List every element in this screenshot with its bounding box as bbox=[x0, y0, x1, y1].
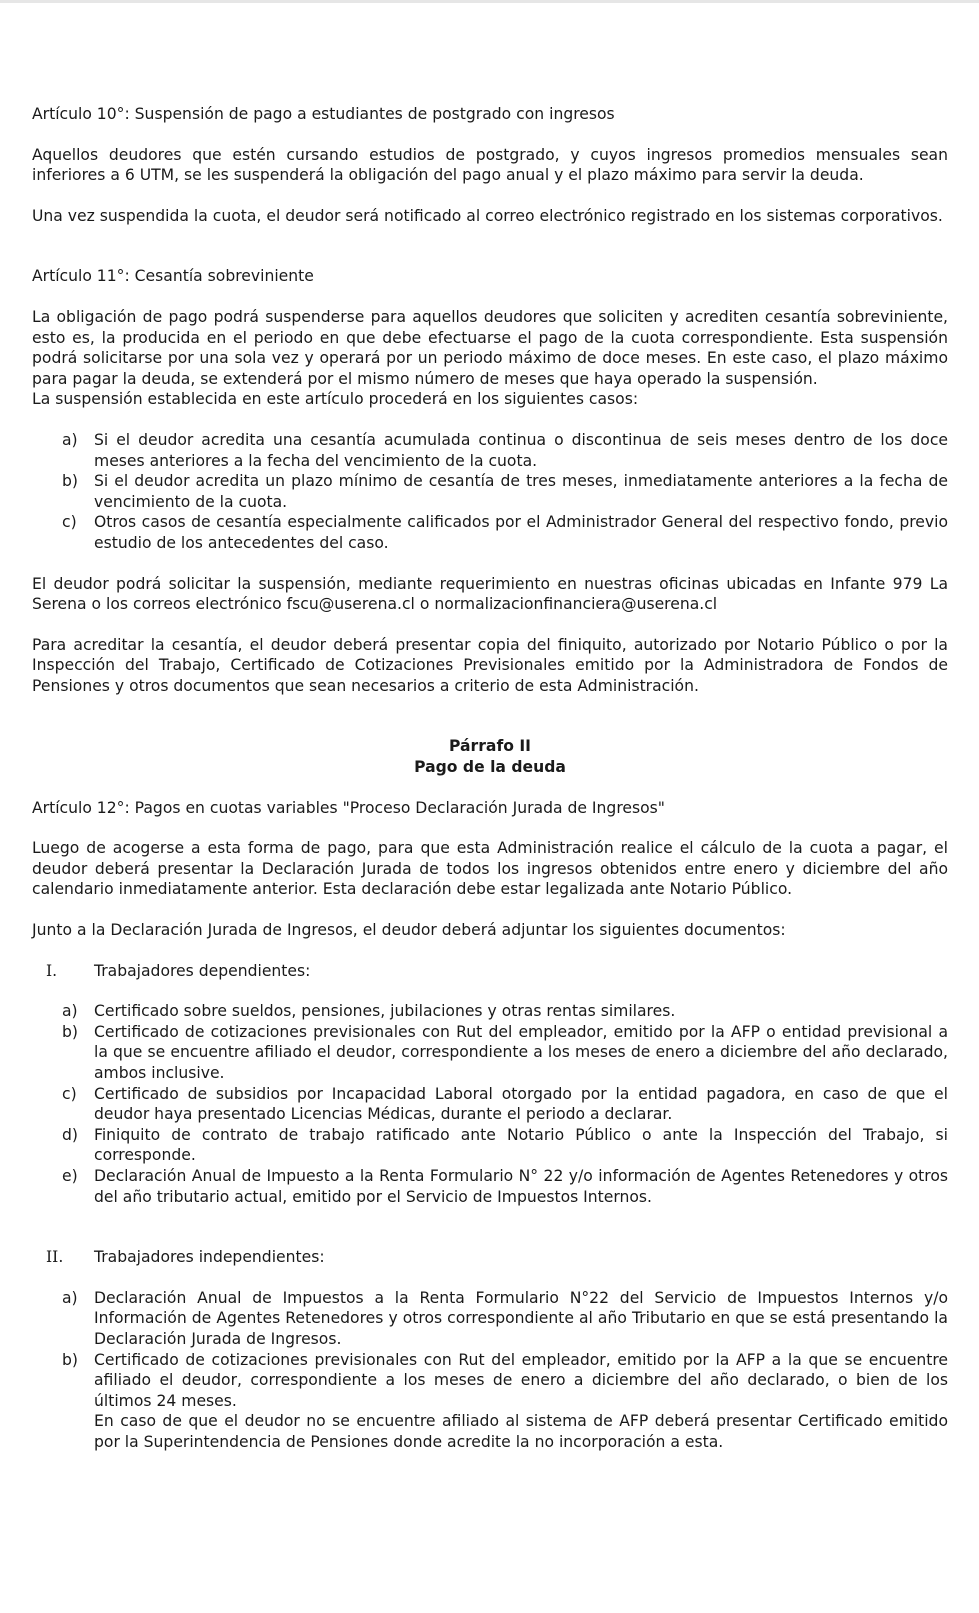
list-item bbox=[32, 1125, 948, 1166]
article-11-cases-list bbox=[32, 430, 948, 554]
group-label: Trabajadores dependientes: bbox=[94, 961, 311, 980]
list-item bbox=[32, 471, 948, 512]
document-page bbox=[32, 104, 948, 1453]
list-marker: e) bbox=[62, 1166, 78, 1185]
section-heading-line-2: Pago de la deuda bbox=[414, 758, 566, 777]
list-item bbox=[32, 1350, 948, 1412]
article-11-paragraph-2: La suspensión establecida en este artículo procederá en los siguientes casos: bbox=[32, 390, 639, 409]
list-item bbox=[32, 1288, 948, 1350]
list-marker: b) bbox=[62, 472, 78, 491]
list-item-text: Si el deudor acredita un plazo mínimo de cesantía de tres meses, inmediatamente anteriores a la fecha de vencimiento de la cuota. bbox=[94, 472, 948, 511]
list-item-text: Certificado de subsidios por Incapacidad Laboral otorgado por la entidad pagadora, en caso de que el deudor haya presentado Licencias Médicas, durante el periodo a declarar. bbox=[94, 1084, 948, 1124]
afp-note: En caso de que el deudor no se encuentre afiliado al sistema de AFP deberá presentar Certificado emitido por la Superintendencia de Pensiones donde acredite la no incorporación a esta. bbox=[94, 1412, 948, 1451]
list-item-text: Declaración Anual de Impuestos a la Renta Formulario N°22 del Servicio de Impuestos Internos y/o Información de Agentes Retenedores y otros correspondiente al año Tributario en que se está presentando la Declaración Jurada de Ingresos. bbox=[94, 1288, 948, 1348]
scan-edge bbox=[0, 0, 979, 3]
list-item-text: Finiquito de contrato de trabajo ratificado ante Notario Público o ante la Inspección del Trabajo, si corresponde. bbox=[94, 1125, 948, 1165]
article-11-paragraph-1: La obligación de pago podrá suspenderse para aquellos deudores que soliciten y acrediten cesantía sobreviniente, esto es, la producida en el periodo en que debe efectuarse el pago de la cuota correspondiente. Esta suspensión podrá solicitarse por una sola vez y operará por un periodo máximo de doce meses. En este caso, el plazo máximo para pagar la deuda, se extenderá por el mismo número de meses que haya operado la suspensión. bbox=[32, 307, 948, 388]
list-marker: b) bbox=[62, 1022, 78, 1041]
list-item-text: Declaración Anual de Impuesto a la Renta Formulario N° 22 y/o información de Agentes Retenedores y otros del año tributario actual, emitido por el Servicio de Impuestos Internos. bbox=[94, 1166, 948, 1206]
list-item bbox=[32, 1166, 948, 1207]
list-item bbox=[32, 1001, 948, 1022]
list-item bbox=[32, 1084, 948, 1125]
list-marker: a) bbox=[62, 1288, 78, 1307]
article-10-title: Artículo 10°: Suspensión de pago a estudiantes de postgrado con ingresos bbox=[32, 105, 615, 123]
article-11-paragraph-4: Para acreditar la cesantía, el deudor deberá presentar copia del finiquito, autorizado por Notario Público o por la Inspección del Trabajo, Certificado de Cotizaciones Previsionales emitido por la Administradora de Fondos de Pensiones y otros documentos que sean necesarios a criterio de esta Administración. bbox=[32, 635, 948, 695]
independientes-documents-list bbox=[32, 1288, 948, 1412]
group-dependientes-heading bbox=[32, 961, 948, 982]
list-item-text: Si el deudor acredita una cesantía acumulada continua o discontinua de seis meses dentro de los doce meses anteriores a la fecha del vencimiento de la cuota. bbox=[94, 430, 948, 470]
list-item-text: Certificado de cotizaciones previsionales con Rut del empleador, emitido por la AFP o entidad previsional a la que se encuentre afiliado el deudor, correspondiente a los meses de enero a diciembre del año declarado, ambos inclusive. bbox=[94, 1022, 948, 1082]
roman-marker: I. bbox=[46, 961, 58, 980]
list-item-text: Certificado sobre sueldos, pensiones, jubilaciones y otras rentas similares. bbox=[94, 1002, 676, 1021]
list-marker: c) bbox=[62, 1084, 77, 1103]
group-label: Trabajadores independientes: bbox=[94, 1248, 325, 1267]
article-10-paragraph-2: Una vez suspendida la cuota, el deudor será notificado al correo electrónico registrado en los sistemas corporativos. bbox=[32, 206, 943, 225]
list-marker: b) bbox=[62, 1350, 78, 1369]
list-item-text: Certificado de cotizaciones previsionales con Rut del empleador, emitido por la AFP a la que se encuentre afiliado el deudor, correspondiente a los meses de enero a diciembre del año declarado, o bien de los últimos 24 meses. bbox=[94, 1350, 948, 1410]
group-independientes-heading bbox=[32, 1247, 948, 1268]
roman-marker: II. bbox=[46, 1248, 64, 1267]
article-11-paragraph-3: El deudor podrá solicitar la suspensión, mediante requerimiento en nuestras oficinas ubicadas en Infante 979 La Serena o los correos electrónico fscu@userena.cl o normalizacionfinanciera@userena.cl bbox=[32, 574, 948, 614]
list-marker: a) bbox=[62, 1002, 78, 1021]
list-marker: a) bbox=[62, 430, 78, 449]
article-12-title: Artículo 12°: Pagos en cuotas variables "Proceso Declaración Jurada de Ingresos" bbox=[32, 798, 665, 817]
list-item bbox=[32, 430, 948, 471]
list-item bbox=[32, 512, 948, 553]
article-12-paragraph-1: Luego de acogerse a esta forma de pago, para que esta Administración realice el cálculo de la cuota a pagar, el deudor deberá presentar la Declaración Jurada de todos los ingresos obtenidos entre enero y diciembre del año calendario inmediatamente anterior. Esta declaración debe estar legalizada ante Notario Público. bbox=[32, 839, 948, 899]
list-item-text: Otros casos de cesantía especialmente calificados por el Administrador General del respectivo fondo, previo estudio de los antecedentes del caso. bbox=[94, 513, 948, 552]
list-item bbox=[32, 1022, 948, 1084]
section-heading-line-1: Párrafo II bbox=[449, 737, 531, 756]
list-marker: c) bbox=[62, 513, 77, 532]
list-marker: d) bbox=[62, 1125, 78, 1144]
article-12-paragraph-2: Junto a la Declaración Jurada de Ingresos, el deudor deberá adjuntar los siguientes documentos: bbox=[32, 921, 786, 940]
article-11-title: Artículo 11°: Cesantía sobreviniente bbox=[32, 267, 314, 286]
dependientes-documents-list bbox=[32, 1001, 948, 1207]
article-10-paragraph-1: Aquellos deudores que estén cursando estudios de postgrado, y cuyos ingresos promedios mensuales sean inferiores a 6 UTM, se les suspenderá la obligación del pago anual y el plazo máximo para servir la deuda. bbox=[32, 145, 948, 185]
